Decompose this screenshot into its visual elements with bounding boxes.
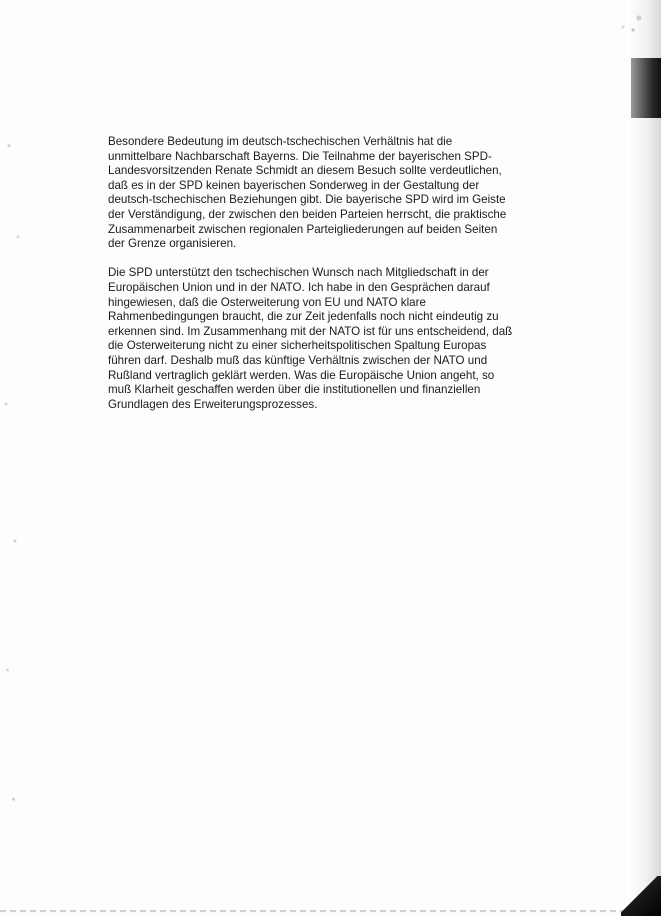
text-line: Landesvorsitzenden Renate Schmidt an diesem Besuch sollte verdeutlichen, (108, 164, 502, 178)
text-line: unmittelbare Nachbarschaft Bayerns. Die Teilnahme der bayerischen SPD- (108, 149, 492, 163)
paragraph-1 (108, 135, 528, 252)
scan-specks-left (0, 100, 30, 860)
text-line: muß Klarheit geschaffen werden über die institutionellen und finanziellen (108, 383, 481, 397)
text-line: Grundlagen des Erweiterungsprozesses. (108, 397, 318, 411)
text-line: der Verständigung, der zwischen den beiden Parteien herrscht, die praktische (108, 207, 507, 221)
scan-corner-bottom-right (621, 876, 661, 916)
text-line: Besondere Bedeutung im deutsch-tschechischen Verhältnis hat die (108, 135, 453, 148)
document-body (108, 135, 528, 427)
text-line: erkennen sind. Im Zusammenhang mit der NATO ist für uns entscheidend, daß (108, 324, 513, 338)
text-line: der Grenze organisieren. (108, 237, 237, 251)
scan-edge-shadow (627, 0, 661, 916)
text-line: Rußland vertraglich geklärt werden. Was die Europäische Union angeht, so (108, 368, 495, 382)
paragraph-2 (108, 266, 528, 412)
text-line: Europäischen Union und in der NATO. Ich habe in den Gesprächen darauf (108, 280, 490, 294)
scan-specks-top-right (611, 6, 651, 36)
text-line: Zusammenarbeit zwischen regionalen Parteigliederungen auf beiden Seiten (108, 222, 498, 236)
text-line: deutsch-tschechischen Beziehungen gibt. Die bayerische SPD wird im Geiste (108, 193, 506, 207)
scan-binding-mark (631, 58, 661, 118)
text-line: daß es in der SPD keinen bayerischen Sonderweg in der Gestaltung der (108, 178, 480, 192)
text-line: Die SPD unterstützt den tschechischen Wunsch nach Mitgliedschaft in der (108, 266, 489, 280)
text-line: die Osterweiterung nicht zu einer sicherheitspolitischen Spaltung Europas (108, 339, 487, 353)
text-line: Rahmenbedingungen braucht, die zur Zeit jedenfalls noch nicht eindeutig zu (108, 310, 499, 324)
scan-bottom-edge (0, 910, 661, 912)
text-line: hingewiesen, daß die Osterweiterung von EU und NATO klare (108, 295, 426, 309)
text-line: führen darf. Deshalb muß das künftige Verhältnis zwischen der NATO und (108, 353, 488, 367)
